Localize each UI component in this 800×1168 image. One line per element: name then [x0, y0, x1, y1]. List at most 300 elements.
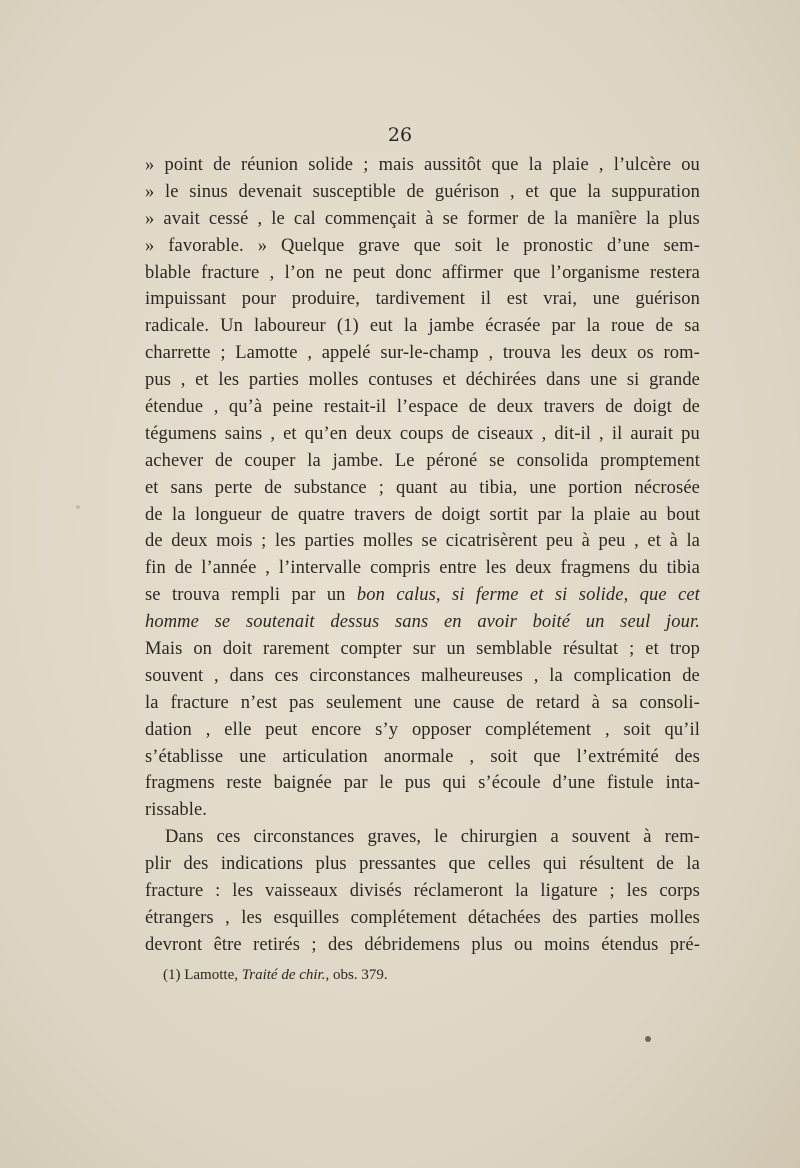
word: peu	[598, 531, 626, 552]
word: le	[495, 235, 510, 256]
text-line	[145, 394, 700, 421]
text-line	[145, 797, 700, 824]
word: point	[164, 155, 204, 175]
word: ,	[213, 397, 219, 418]
word: que	[513, 262, 541, 283]
word: ;	[311, 934, 317, 955]
word: plaie	[552, 155, 589, 175]
word: eut	[369, 316, 393, 337]
word: et	[442, 370, 456, 391]
word: cal	[293, 208, 316, 229]
word: sa	[684, 316, 700, 337]
word: ;	[378, 477, 384, 498]
word: elle	[224, 719, 252, 740]
text-line	[145, 744, 700, 771]
word: et	[283, 423, 297, 444]
word: circonstances	[253, 827, 355, 848]
word: restera	[649, 262, 700, 283]
word: quant	[395, 477, 438, 498]
word: travers	[543, 397, 595, 418]
word: soutenait	[245, 612, 315, 633]
word: tibia,	[479, 477, 518, 498]
word: de	[213, 155, 231, 175]
word: guérison	[434, 181, 500, 202]
word: détachées	[467, 907, 541, 928]
word: deux	[591, 343, 628, 364]
word: tibia	[666, 558, 700, 579]
word: complication	[573, 665, 672, 686]
word: par	[551, 316, 576, 337]
word: devront	[145, 934, 203, 955]
text-line	[145, 152, 700, 179]
word: qu’à	[228, 397, 263, 418]
word: compter	[340, 639, 402, 660]
paper-stain	[76, 505, 80, 509]
word: complétement	[350, 907, 457, 928]
body-text	[145, 152, 700, 959]
word: que	[413, 235, 441, 256]
text-line	[145, 475, 700, 502]
word: s’y	[375, 719, 399, 740]
word: molles	[363, 531, 413, 552]
word: trouva	[172, 585, 220, 606]
word: sinus	[189, 181, 228, 202]
word: sem-	[663, 235, 700, 256]
word: fragmens	[145, 773, 215, 794]
text-line	[145, 851, 700, 878]
word: deux	[355, 423, 392, 444]
word: fistule	[606, 773, 654, 794]
word: ,	[541, 423, 547, 444]
word: travers	[354, 504, 406, 525]
word: pressantes	[359, 854, 437, 875]
word: coups	[399, 423, 444, 444]
word: semblable	[476, 639, 553, 660]
word: et	[645, 639, 659, 660]
text-line	[145, 528, 700, 555]
word: moins	[544, 934, 590, 955]
word: ou	[514, 934, 533, 955]
footnote-title: Traité de chir.	[241, 967, 326, 983]
word: étendus	[601, 934, 659, 955]
word: si	[554, 585, 568, 606]
word: l’extrémité	[576, 746, 659, 767]
word: de	[682, 665, 700, 686]
word: n’est	[240, 692, 278, 713]
word: de	[527, 208, 545, 229]
word: il	[480, 289, 492, 310]
word: au	[639, 504, 658, 525]
word: déchirées	[465, 370, 537, 391]
word: étrangers	[145, 907, 214, 928]
word: ne	[325, 262, 343, 283]
word: peine	[272, 397, 314, 418]
word: de	[406, 181, 425, 202]
word: »	[257, 235, 268, 256]
word: suppuration	[611, 181, 700, 202]
page-number: 26	[387, 124, 413, 146]
word: (1)	[336, 316, 359, 337]
word: écrasée	[485, 316, 541, 337]
word: si	[626, 370, 640, 391]
word: qu’il	[664, 719, 700, 740]
word: les	[232, 881, 254, 902]
word: bon	[356, 585, 385, 606]
word: dessus	[330, 612, 380, 633]
word: fracture	[145, 881, 204, 902]
word: de	[145, 504, 163, 525]
word: dit-il	[554, 423, 591, 444]
word: indications	[220, 854, 304, 875]
word: ,	[634, 531, 639, 552]
text-line	[145, 286, 700, 313]
word: solide,	[578, 585, 629, 606]
word: pronostic	[523, 235, 594, 256]
word: »	[145, 208, 155, 229]
word: retirés	[253, 934, 301, 955]
text-line	[145, 609, 700, 636]
text-line	[145, 233, 700, 260]
word: le	[165, 181, 179, 202]
word: en	[443, 612, 462, 633]
word: solide	[308, 155, 354, 175]
word: roue	[611, 316, 645, 337]
word: trop	[669, 639, 700, 660]
word: deux	[496, 397, 534, 418]
word: pour	[241, 289, 277, 310]
word: calus,	[396, 585, 441, 606]
word: ferme	[475, 585, 519, 606]
word: se	[214, 612, 231, 633]
word: fragmens	[560, 558, 631, 579]
text-line	[145, 179, 700, 206]
word: radicale.	[145, 316, 210, 337]
word: sains	[224, 423, 263, 444]
footnote	[163, 967, 388, 984]
text-line	[145, 260, 700, 287]
text-line	[145, 770, 700, 797]
word: pré-	[669, 934, 700, 955]
word: rom-	[663, 343, 700, 364]
word: grave	[358, 235, 400, 256]
text-line	[145, 717, 700, 744]
word: fracture	[201, 262, 260, 283]
word: que	[491, 155, 519, 175]
word: une	[413, 692, 441, 713]
word: par	[343, 773, 368, 794]
word: :	[215, 881, 221, 902]
word: par	[291, 585, 316, 606]
word: Un	[220, 316, 243, 337]
word: des	[552, 907, 578, 928]
word: aurait	[630, 423, 674, 444]
word: la	[686, 531, 700, 552]
word: doigt	[633, 397, 672, 418]
word: pus	[145, 370, 171, 391]
word: aussitôt	[424, 155, 482, 175]
paper-stain	[645, 1036, 651, 1042]
word: favorable.	[168, 235, 244, 256]
word: que	[448, 854, 476, 875]
word: Dans	[165, 827, 204, 848]
word: l’année	[201, 558, 257, 579]
word: rempli	[231, 585, 281, 606]
word: homme	[145, 612, 199, 633]
word: la	[172, 504, 186, 525]
word: plaie	[593, 504, 631, 525]
word: peut	[352, 262, 386, 283]
word: du	[639, 558, 658, 579]
word: la	[307, 450, 321, 471]
word: cessé	[208, 208, 249, 229]
word: et	[529, 585, 544, 606]
word: malheureuses	[421, 665, 523, 686]
word: peut	[265, 719, 298, 740]
word: d’une	[606, 235, 650, 256]
word: mois	[216, 531, 253, 552]
word: à	[669, 531, 678, 552]
word: un	[446, 639, 466, 660]
word: ,	[270, 423, 276, 444]
word: sans	[394, 612, 429, 633]
word: chirurgien	[460, 827, 538, 848]
word: seulement	[326, 692, 402, 713]
word: le	[271, 208, 285, 229]
word: que	[549, 181, 577, 202]
text-line	[145, 313, 700, 340]
text-line	[145, 636, 700, 663]
word: réunion	[240, 155, 299, 175]
text-line	[145, 824, 700, 851]
word: ;	[363, 155, 369, 175]
word: grande	[649, 370, 700, 391]
word: la	[403, 316, 418, 337]
word: la	[145, 692, 159, 713]
word: à	[643, 827, 652, 848]
word: parties	[248, 370, 299, 391]
word: fin	[145, 558, 166, 579]
word: se	[489, 450, 505, 471]
word: d’une	[552, 773, 596, 794]
word: et	[145, 477, 159, 498]
word: de	[270, 504, 289, 525]
text-line	[145, 206, 700, 233]
word: l’organisme	[550, 262, 640, 283]
text-line	[145, 340, 700, 367]
word: ;	[609, 881, 615, 902]
text-line	[145, 421, 700, 448]
text-line	[145, 690, 700, 717]
word: la	[528, 155, 543, 175]
word: corps	[659, 881, 700, 902]
word: péroné	[426, 450, 478, 471]
word: parties	[588, 907, 639, 928]
word: quatre	[297, 504, 345, 525]
word: qui	[442, 773, 467, 794]
word: os	[637, 343, 654, 364]
word: jambe.	[332, 450, 384, 471]
word: plus	[315, 854, 347, 875]
word: parties	[304, 531, 355, 552]
word: soit	[454, 235, 482, 256]
word: impuissant	[145, 289, 227, 310]
word: plir	[145, 854, 172, 875]
word: est	[506, 289, 528, 310]
word: celles	[487, 854, 531, 875]
word: une	[590, 370, 618, 391]
word: ,	[214, 665, 219, 686]
word: la	[554, 208, 568, 229]
word: avait	[163, 208, 200, 229]
word: et	[647, 531, 661, 552]
word: sortit	[489, 504, 529, 525]
word: graves,	[367, 827, 422, 848]
word: consolida	[516, 450, 589, 471]
word: se	[442, 208, 459, 229]
word: deux	[171, 531, 208, 552]
footnote-suffix: , obs. 379.	[325, 967, 388, 983]
word: et	[195, 370, 209, 391]
word: un	[326, 585, 346, 606]
word: par	[537, 504, 562, 525]
word: une	[529, 477, 557, 498]
word: les	[275, 531, 296, 552]
word: plus	[471, 934, 503, 955]
word: que	[639, 585, 667, 606]
word: articulation	[282, 746, 368, 767]
word: guérison	[635, 289, 700, 310]
footnote-prefix: (1) Lamotte,	[163, 967, 238, 983]
word: de	[414, 504, 433, 525]
word: les	[218, 370, 240, 391]
text-line	[145, 905, 700, 932]
word: Mais	[145, 639, 183, 660]
word: ,	[510, 181, 515, 202]
word: »	[145, 155, 155, 175]
word: anormale	[383, 746, 454, 767]
word: s’écoule	[478, 773, 541, 794]
text-line	[145, 582, 700, 609]
word: perte	[214, 477, 253, 498]
word: ces	[216, 827, 241, 848]
word: se	[145, 585, 161, 606]
word: de	[682, 397, 700, 418]
word: deux	[515, 558, 552, 579]
word: dans	[229, 665, 264, 686]
word: fracture	[170, 692, 229, 713]
word: le	[434, 827, 448, 848]
word: sans	[170, 477, 203, 498]
word: une	[592, 289, 620, 310]
word: vaisseaux	[265, 881, 338, 902]
word: ,	[599, 423, 604, 444]
word: Lamotte	[235, 343, 298, 364]
word: l’ulcère	[613, 155, 672, 175]
word: on	[193, 639, 213, 660]
word: étendue	[145, 397, 204, 418]
word: des	[328, 934, 353, 955]
word: ;	[261, 531, 267, 552]
word: s’établisse	[145, 746, 224, 767]
word: la	[645, 208, 660, 229]
word: ,	[265, 558, 270, 579]
word: ,	[307, 343, 313, 364]
word: de	[174, 558, 193, 579]
word: des	[183, 854, 209, 875]
word: de	[655, 316, 674, 337]
word: jour.	[666, 612, 700, 633]
word: ,	[225, 907, 230, 928]
word: doit	[222, 639, 253, 660]
word: molles	[649, 907, 700, 928]
word: les	[626, 881, 648, 902]
word: circonstances	[309, 665, 411, 686]
word: achever	[145, 450, 204, 471]
word: cet	[678, 585, 700, 606]
word: la	[686, 854, 700, 875]
word: la	[514, 881, 529, 902]
word: molles	[308, 370, 359, 391]
word: encore	[311, 719, 362, 740]
word: ,	[469, 746, 475, 767]
word: ,	[205, 719, 211, 740]
word: sa	[611, 692, 628, 713]
text-line	[145, 502, 700, 529]
word: à	[581, 531, 590, 552]
word: former	[467, 208, 519, 229]
word: peu	[546, 531, 574, 552]
word: soit	[623, 719, 651, 740]
word: compris	[370, 558, 431, 579]
word: promptement	[600, 450, 700, 471]
word: appelé	[321, 343, 371, 364]
word: substance	[293, 477, 367, 498]
word: à	[591, 692, 600, 713]
word: et	[525, 181, 539, 202]
word: portion	[568, 477, 623, 498]
word: tardivement	[375, 289, 466, 310]
word: rem-	[664, 827, 700, 848]
word: rarement	[263, 639, 330, 660]
word: devenait	[238, 181, 302, 202]
word: »	[145, 181, 155, 202]
word: charrette	[145, 343, 211, 364]
text-line	[145, 932, 700, 959]
word: de	[468, 397, 487, 418]
word: ces	[274, 665, 299, 686]
word: ,	[598, 155, 604, 175]
text-line	[145, 367, 700, 394]
word: sur	[412, 639, 436, 660]
word: ,	[257, 208, 263, 229]
word: souvent	[145, 665, 204, 686]
line-text: rissable.	[145, 800, 208, 821]
word: susceptible	[312, 181, 396, 202]
word: les	[485, 558, 507, 579]
word: pas	[289, 692, 315, 713]
word: l’on	[284, 262, 315, 283]
word: seul	[620, 612, 651, 633]
word: la	[586, 316, 601, 337]
word: il	[611, 423, 623, 444]
word: divisés	[349, 881, 402, 902]
word: la	[549, 665, 563, 686]
word: de	[605, 397, 623, 418]
word: de	[215, 450, 233, 471]
word: vrai,	[543, 289, 578, 310]
word: de	[656, 854, 674, 875]
word: la	[570, 504, 585, 525]
